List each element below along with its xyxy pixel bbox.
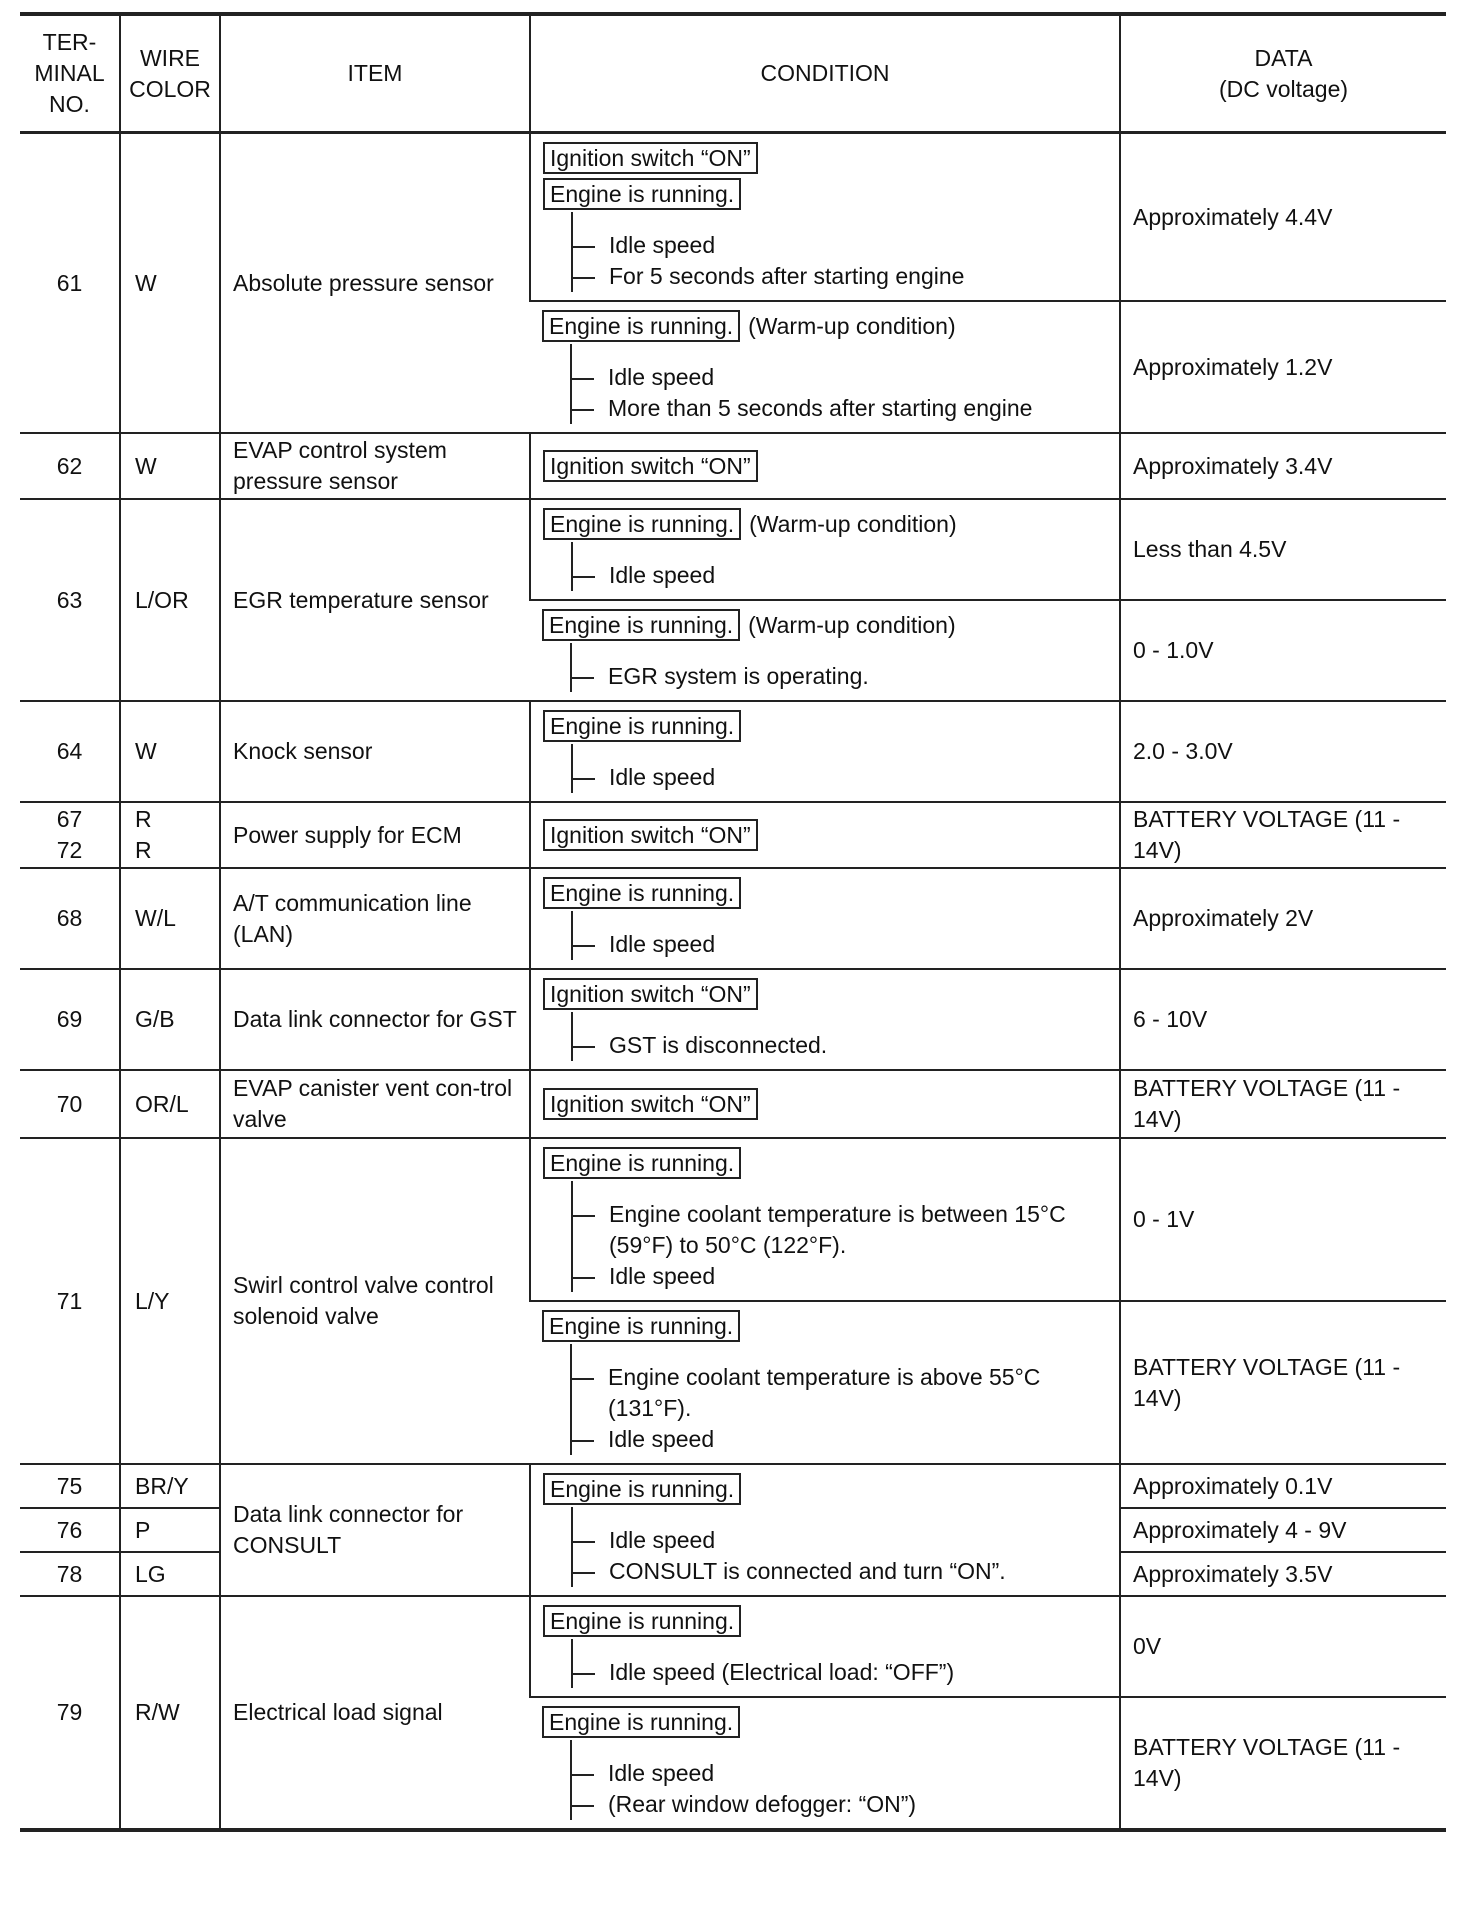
- condition-sub-item: Engine coolant temperature is between 15°C (59°F) to 50°C (122°F).: [573, 1199, 1107, 1261]
- condition-block: [543, 508, 1107, 591]
- terminal-no: [20, 433, 120, 499]
- terminal-number: [20, 903, 119, 934]
- condition-sub-item: GST is disconnected.: [573, 1030, 1107, 1061]
- tree-spacer: [573, 1639, 1107, 1657]
- item-name: Data link connector for CONSULT: [220, 1464, 530, 1596]
- wire-code-line: W: [135, 738, 157, 764]
- condition-box-line: [543, 1147, 1107, 1179]
- table-row: [20, 133, 1446, 302]
- condition-box-line: [543, 710, 1107, 742]
- condition-box: Engine is running.: [542, 1310, 740, 1342]
- condition-box: Engine is running.: [543, 178, 741, 210]
- table-row: [20, 433, 1446, 499]
- terminal-number-line: 69: [56, 1006, 83, 1032]
- condition-block: [543, 450, 1107, 482]
- wire-color: [120, 433, 220, 499]
- table-row: [20, 499, 1446, 600]
- condition-block: [543, 710, 1107, 793]
- item-name: Electrical load signal: [220, 1596, 530, 1830]
- wire-color: [120, 802, 220, 868]
- terminal-number: [20, 1286, 119, 1317]
- data-value: BATTERY VOLTAGE (11 - 14V): [1120, 1697, 1446, 1830]
- condition-block: [542, 1706, 1107, 1820]
- item-name: EGR temperature sensor: [220, 499, 530, 701]
- data-value: BATTERY VOLTAGE (11 - 14V): [1120, 802, 1446, 868]
- condition-block: [542, 1310, 1107, 1455]
- wire-code: [135, 1004, 219, 1035]
- header-wire: [120, 14, 220, 133]
- condition-sub-item: More than 5 seconds after starting engine: [572, 393, 1107, 424]
- condition-box-line: [543, 142, 1107, 174]
- condition-sub-item: Idle speed: [573, 230, 1107, 261]
- condition-tree: [571, 542, 1107, 591]
- condition-box: Engine is running.: [543, 710, 741, 742]
- condition-tree: [570, 643, 1107, 692]
- table-row: [20, 1070, 1446, 1138]
- item-name: Knock sensor: [220, 701, 530, 802]
- condition-box-line: [542, 609, 1107, 641]
- data-value: Less than 4.5V: [1120, 499, 1446, 600]
- condition-sub-item: EGR system is operating.: [572, 661, 1107, 692]
- header-data: [1120, 14, 1446, 133]
- wire-color: BR/Y: [120, 1464, 220, 1508]
- terminal-number: [20, 1004, 119, 1035]
- wire-code-line: OR/L: [135, 1090, 189, 1117]
- tree-spacer: [573, 1507, 1107, 1525]
- data-value: Approximately 3.4V: [1120, 433, 1446, 499]
- terminal-no: [20, 133, 120, 434]
- condition-cell: [530, 1301, 1120, 1464]
- condition-block: [543, 1088, 1107, 1120]
- condition-block: [543, 877, 1107, 960]
- condition-cell: [530, 301, 1120, 433]
- terminal-number-line: 63: [56, 586, 83, 613]
- data-value: Approximately 4 - 9V: [1120, 1508, 1446, 1552]
- terminal-no: [20, 1070, 120, 1138]
- table-row: [20, 1596, 1446, 1697]
- condition-sub-item: (Rear window defogger: “ON”): [572, 1789, 1107, 1820]
- tree-spacer: [573, 1012, 1107, 1030]
- data-value: Approximately 0.1V: [1120, 1464, 1446, 1508]
- condition-tree: [570, 1344, 1107, 1455]
- condition-cell: [530, 969, 1120, 1070]
- wire-color: [120, 1596, 220, 1830]
- condition-sub-item: Idle speed (Electrical load: “OFF”): [573, 1657, 1107, 1688]
- wire-code-line: L/OR: [135, 586, 189, 613]
- condition-tree: [571, 911, 1107, 960]
- condition-tree: [571, 744, 1107, 793]
- ecm-terminal-table: [20, 12, 1446, 1832]
- tree-spacer: [573, 744, 1107, 762]
- condition-cell: [530, 133, 1120, 302]
- condition-box: Ignition switch “ON”: [543, 978, 758, 1010]
- terminal-number: [20, 268, 119, 299]
- data-value: Approximately 2V: [1120, 868, 1446, 969]
- condition-sub-item: Idle speed: [572, 1758, 1107, 1789]
- condition-box: Engine is running.: [543, 508, 741, 540]
- header-row: [20, 14, 1446, 133]
- data-value: BATTERY VOLTAGE (11 - 14V): [1120, 1301, 1446, 1464]
- table-row: [20, 802, 1446, 868]
- wire-color: [120, 499, 220, 701]
- terminal-number-line: 70: [56, 1090, 83, 1117]
- condition-cell: [530, 802, 1120, 868]
- condition-block: [543, 1605, 1107, 1688]
- condition-sub-item: Idle speed: [573, 1525, 1107, 1556]
- table-row: [20, 1138, 1446, 1301]
- condition-box-line: [542, 310, 1107, 342]
- condition-tree: [571, 1012, 1107, 1061]
- condition-note: (Warm-up condition): [748, 612, 956, 638]
- wire-code-line: W: [135, 269, 157, 296]
- condition-box: Ignition switch “ON”: [543, 142, 758, 174]
- tree-spacer: [572, 643, 1107, 661]
- wire-color: P: [120, 1508, 220, 1552]
- condition-box-line: [543, 877, 1107, 909]
- data-value: 0 - 1V: [1120, 1138, 1446, 1301]
- condition-block: [543, 142, 1107, 292]
- table-row: [20, 868, 1446, 969]
- data-value: 6 - 10V: [1120, 969, 1446, 1070]
- wire-code: [135, 585, 219, 616]
- condition-box-line: [543, 450, 1107, 482]
- condition-cell: [530, 868, 1120, 969]
- condition-block: [543, 1473, 1107, 1587]
- wire-color: [120, 1070, 220, 1138]
- condition-box-line: [542, 1706, 1107, 1738]
- condition-box: Engine is running.: [542, 1706, 740, 1738]
- wire-code: [135, 451, 219, 482]
- terminal-number-line: 64: [56, 738, 83, 764]
- header-wire-line: COLOR: [129, 75, 211, 102]
- condition-box-line: [543, 1088, 1107, 1120]
- data-value: 0 - 1.0V: [1120, 600, 1446, 701]
- data-value: 2.0 - 3.0V: [1120, 701, 1446, 802]
- condition-cell: [530, 701, 1120, 802]
- condition-note: (Warm-up condition): [749, 511, 957, 537]
- header-condition: CONDITION: [530, 14, 1120, 133]
- tree-spacer: [572, 344, 1107, 362]
- terminal-number: [20, 1089, 119, 1120]
- header-wire-line: WIRE: [139, 44, 201, 71]
- table-row: [20, 969, 1446, 1070]
- item-name: Power supply for ECM: [220, 802, 530, 868]
- data-value: Approximately 3.5V: [1120, 1552, 1446, 1596]
- header-terminal-line: NO.: [49, 91, 90, 117]
- terminal-no: [20, 499, 120, 701]
- header-terminal-line: TER-: [42, 29, 97, 55]
- wire-code: [135, 903, 219, 934]
- condition-sub-item: Idle speed: [572, 362, 1107, 393]
- terminal-number-line: 79: [56, 1699, 83, 1725]
- wire-code: [135, 1286, 219, 1317]
- condition-cell: [530, 1697, 1120, 1830]
- condition-cell: [530, 1138, 1120, 1301]
- condition-block: [543, 1147, 1107, 1292]
- header-item: ITEM: [220, 14, 530, 133]
- wire-code-line: R: [135, 837, 152, 863]
- terminal-no: [20, 969, 120, 1070]
- terminal-number: [20, 1697, 119, 1728]
- wire-color: LG: [120, 1552, 220, 1596]
- condition-sub-item: Idle speed: [573, 1261, 1107, 1292]
- terminal-no: [20, 701, 120, 802]
- tree-spacer: [573, 911, 1107, 929]
- condition-sub-item: Engine coolant temperature is above 55°C (131°F).: [572, 1362, 1107, 1424]
- terminal-number: [20, 585, 119, 616]
- wire-color: [120, 701, 220, 802]
- wire-code-line: G/B: [135, 1006, 175, 1032]
- terminal-number-line: 61: [56, 269, 83, 296]
- condition-box: Engine is running.: [543, 877, 741, 909]
- item-name: Data link connector for GST: [220, 969, 530, 1070]
- condition-tree: [570, 1740, 1107, 1820]
- terminal-number-line: 71: [56, 1287, 83, 1314]
- terminal-no: [20, 868, 120, 969]
- wire-code: [135, 736, 219, 767]
- terminal-no: 75: [56, 1472, 83, 1499]
- wire-code: [135, 1697, 219, 1728]
- condition-box-line: [543, 1605, 1107, 1637]
- wire-color: [120, 868, 220, 969]
- data-value: Approximately 1.2V: [1120, 301, 1446, 433]
- header-terminal: [20, 14, 120, 133]
- table-row: [20, 701, 1446, 802]
- condition-sub-item: Idle speed: [573, 929, 1107, 960]
- condition-sub-item: CONSULT is connected and turn “ON”.: [573, 1556, 1107, 1587]
- terminal-no: 78: [56, 1560, 83, 1587]
- item-name: EVAP control system pressure sensor: [220, 433, 530, 499]
- item-name: A/T communication line (LAN): [220, 868, 530, 969]
- wire-color: [120, 1138, 220, 1464]
- condition-box: Ignition switch “ON”: [543, 450, 758, 482]
- condition-tree: [570, 344, 1107, 424]
- condition-block: [542, 609, 1107, 692]
- wire-code-line: R/W: [135, 1699, 180, 1725]
- terminal-number-line: 72: [56, 837, 83, 863]
- tree-spacer: [573, 1181, 1107, 1199]
- wire-color: [120, 969, 220, 1070]
- tree-spacer: [572, 1344, 1107, 1362]
- tree-spacer: [573, 542, 1107, 560]
- terminal-data-sheet: [20, 12, 1446, 1892]
- condition-cell: [530, 433, 1120, 499]
- wire-color: [120, 133, 220, 434]
- condition-note: (Warm-up condition): [748, 313, 956, 339]
- condition-tree: [571, 1181, 1107, 1292]
- wire-code: [135, 804, 219, 866]
- condition-sub-item: Idle speed: [572, 1424, 1107, 1455]
- item-name: EVAP canister vent con-trol valve: [220, 1070, 530, 1138]
- wire-code: [135, 1089, 219, 1120]
- terminal-no: [20, 1596, 120, 1830]
- condition-box-line: [543, 978, 1107, 1010]
- condition-tree: [571, 212, 1107, 292]
- terminal-number: [20, 451, 119, 482]
- condition-block: [543, 978, 1107, 1061]
- header-data-line: (DC voltage): [1218, 75, 1349, 102]
- header-data-line: DATA: [1254, 44, 1313, 71]
- terminal-number-line: 67: [56, 806, 83, 832]
- tree-spacer: [573, 212, 1107, 230]
- tree-spacer: [572, 1740, 1107, 1758]
- condition-box: Engine is running.: [543, 1473, 741, 1505]
- condition-cell: [530, 1464, 1120, 1596]
- condition-cell: [530, 600, 1120, 701]
- terminal-no: [20, 1138, 120, 1464]
- condition-box: Engine is running.: [542, 310, 740, 342]
- terminal-number: [20, 736, 119, 767]
- condition-cell: [530, 499, 1120, 600]
- condition-tree: [571, 1507, 1107, 1587]
- terminal-number: [20, 804, 119, 866]
- condition-box-line: [543, 819, 1107, 851]
- wire-code-line: L/Y: [135, 1287, 170, 1314]
- condition-box: Engine is running.: [542, 609, 740, 641]
- condition-box: Ignition switch “ON”: [543, 1088, 758, 1120]
- header-terminal-line: MINAL: [34, 60, 105, 86]
- condition-box: Engine is running.: [543, 1147, 741, 1179]
- wire-code-line: R: [135, 806, 152, 832]
- condition-block: [542, 310, 1107, 424]
- condition-box-line: [542, 1310, 1107, 1342]
- wire-code-line: W/L: [135, 905, 176, 931]
- condition-tree: [571, 1639, 1107, 1688]
- wire-code: [135, 268, 219, 299]
- terminal-no: 76: [56, 1516, 83, 1543]
- data-value: Approximately 4.4V: [1120, 133, 1446, 302]
- terminal-number-line: 68: [56, 905, 83, 931]
- condition-cell: [530, 1596, 1120, 1697]
- condition-sub-item: Idle speed: [573, 560, 1107, 591]
- item-name: Absolute pressure sensor: [220, 133, 530, 434]
- condition-box-line: [543, 178, 1107, 210]
- table-row: [20, 1464, 1446, 1508]
- wire-code-line: W: [135, 452, 157, 479]
- data-value: 0V: [1120, 1596, 1446, 1697]
- item-name: Swirl control valve control solenoid valve: [220, 1138, 530, 1464]
- data-value: BATTERY VOLTAGE (11 - 14V): [1120, 1070, 1446, 1138]
- condition-box: Ignition switch “ON”: [543, 819, 758, 851]
- terminal-number-line: 62: [56, 452, 83, 479]
- condition-cell: [530, 1070, 1120, 1138]
- terminal-no: [20, 802, 120, 868]
- condition-sub-item: Idle speed: [573, 762, 1107, 793]
- condition-box-line: [543, 1473, 1107, 1505]
- table-body: [20, 133, 1446, 1831]
- condition-box-line: [543, 508, 1107, 540]
- condition-sub-item: For 5 seconds after starting engine: [573, 261, 1107, 292]
- condition-box: Engine is running.: [543, 1605, 741, 1637]
- condition-block: [543, 819, 1107, 851]
